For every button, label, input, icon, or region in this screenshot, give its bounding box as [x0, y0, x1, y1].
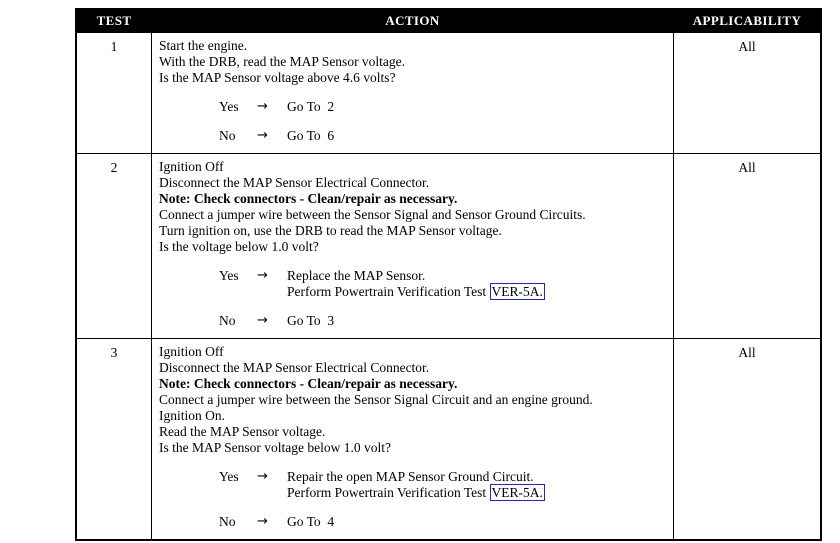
result-text: Go To 3	[287, 313, 335, 328]
action-note-line: Note: Check connectors - Clean/repair as necessary.	[159, 376, 458, 391]
result-text: Perform Powertrain Verification Test	[287, 284, 490, 299]
table-header-row	[76, 9, 821, 33]
arrow-icon: →	[257, 99, 268, 114]
decision-row	[219, 313, 667, 329]
test-number: 3	[76, 339, 152, 541]
decision-results	[287, 469, 667, 501]
action-cell	[152, 154, 674, 339]
result-text: Repair the open MAP Sensor Ground Circuit.	[287, 469, 534, 484]
result-line	[287, 469, 667, 485]
result-text: Go To 2	[287, 99, 335, 114]
arrow-icon: →	[257, 514, 268, 529]
action-line: With the DRB, read the MAP Sensor voltage.	[159, 54, 406, 69]
result-line	[287, 485, 667, 501]
header-applicability: APPLICABILITY	[674, 9, 822, 33]
action-line: Is the voltage below 1.0 volt?	[159, 239, 319, 254]
applicability-cell: All	[674, 339, 822, 541]
table-body	[76, 33, 821, 541]
result-text: Go To 4	[287, 514, 335, 529]
decision-results	[287, 514, 667, 530]
applicability-cell: All	[674, 33, 822, 154]
test-number: 1	[76, 33, 152, 154]
diagnostic-test-table	[75, 8, 822, 541]
arrow-icon: →	[257, 313, 268, 328]
result-line	[287, 313, 667, 329]
arrow-icon: →	[257, 469, 268, 484]
decision-row	[219, 99, 667, 115]
result-text: Perform Powertrain Verification Test	[287, 485, 490, 500]
result-line	[287, 514, 667, 530]
decision-answer: No	[219, 128, 236, 143]
action-line: Connect a jumper wire between the Sensor Signal Circuit and an engine ground.	[159, 392, 593, 407]
header-action: ACTION	[152, 9, 674, 33]
decision-row	[219, 514, 667, 530]
action-cell	[152, 339, 674, 541]
action-line: Disconnect the MAP Sensor Electrical Connector.	[159, 360, 430, 375]
decision-answer: Yes	[219, 469, 239, 484]
decision-results	[287, 128, 667, 144]
table-row	[76, 154, 821, 339]
decision-answer: No	[219, 514, 236, 529]
decision-answer: No	[219, 313, 236, 328]
decision-row	[219, 128, 667, 144]
header-test: TEST	[76, 9, 152, 33]
action-line: Ignition On.	[159, 408, 225, 423]
decision-results	[287, 313, 667, 329]
ver-5a-link[interactable]: VER-5A.	[491, 284, 543, 299]
action-line: Disconnect the MAP Sensor Electrical Connector.	[159, 175, 430, 190]
result-text: Go To 6	[287, 128, 335, 143]
result-line	[287, 99, 667, 115]
action-line: Read the MAP Sensor voltage.	[159, 424, 326, 439]
result-line	[287, 284, 667, 300]
result-line	[287, 128, 667, 144]
decision-answer: Yes	[219, 99, 239, 114]
table-row	[76, 33, 821, 154]
action-line: Start the engine.	[159, 38, 248, 53]
action-cell	[152, 33, 674, 154]
result-text: Replace the MAP Sensor.	[287, 268, 426, 283]
decision-row	[219, 469, 667, 501]
ver-5a-link[interactable]: VER-5A.	[491, 485, 543, 500]
action-line: Is the MAP Sensor voltage above 4.6 volts?	[159, 70, 396, 85]
decision-results	[287, 268, 667, 300]
decision-answer: Yes	[219, 268, 239, 283]
decision-results	[287, 99, 667, 115]
action-line: Connect a jumper wire between the Sensor Signal and Sensor Ground Circuits.	[159, 207, 586, 222]
test-number: 2	[76, 154, 152, 339]
arrow-icon: →	[257, 268, 268, 283]
action-line: Ignition Off	[159, 344, 224, 359]
action-line: Is the MAP Sensor voltage below 1.0 volt?	[159, 440, 391, 455]
result-line	[287, 268, 667, 284]
action-line: Turn ignition on, use the DRB to read the MAP Sensor voltage.	[159, 223, 502, 238]
decision-row	[219, 268, 667, 300]
table-head	[76, 9, 821, 33]
arrow-icon: →	[257, 128, 268, 143]
action-note-line: Note: Check connectors - Clean/repair as necessary.	[159, 191, 458, 206]
applicability-cell: All	[674, 154, 822, 339]
table-row	[76, 339, 821, 541]
action-line: Ignition Off	[159, 159, 224, 174]
